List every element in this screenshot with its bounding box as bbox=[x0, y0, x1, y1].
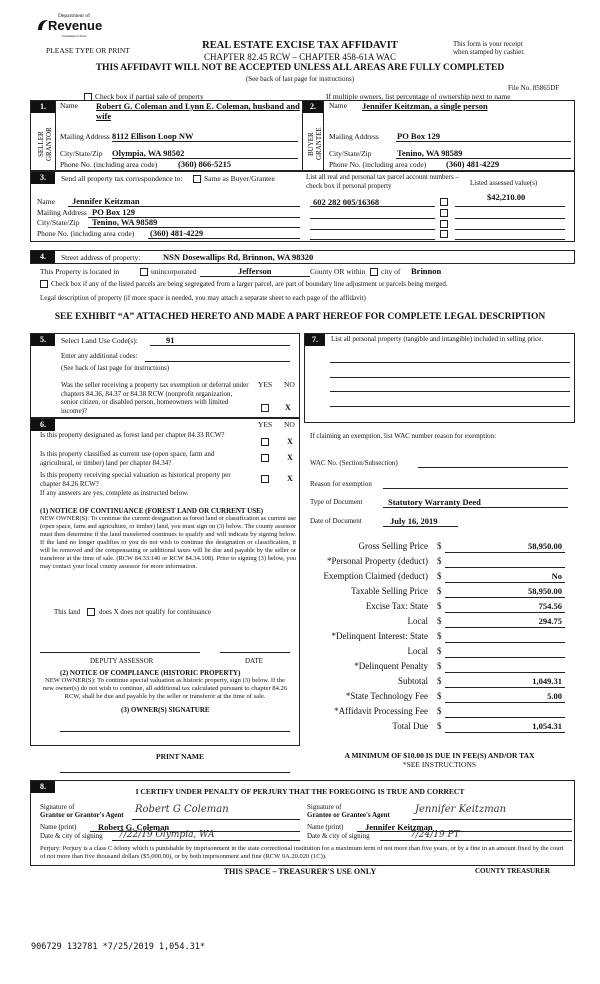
section-3-instruction: Send all property tax correspondence to: bbox=[61, 174, 183, 183]
seller-phone[interactable]: (360) 866-5215 bbox=[178, 159, 232, 169]
same-as-buyer-label: Same as Buyer/Grantee bbox=[204, 174, 275, 183]
current-use-no-answer[interactable]: X bbox=[287, 453, 293, 462]
owner-signature-label: (3) OWNER(S) SIGNATURE bbox=[121, 706, 210, 714]
grantor-name[interactable]: Robert G. Coleman bbox=[98, 822, 170, 832]
current-use-yes-checkbox[interactable] bbox=[261, 454, 269, 462]
document-date-value[interactable]: July 16, 2019 bbox=[390, 516, 438, 526]
fee-label-excise-state: Excise Tax: State bbox=[365, 601, 428, 611]
additional-codes-label: Enter any additional codes: bbox=[61, 352, 138, 360]
tax-name[interactable]: Jennifer Keitzman bbox=[72, 196, 140, 206]
county-treasurer-label: COUNTY TREASURER bbox=[475, 867, 550, 875]
land-use-code[interactable]: 91 bbox=[166, 335, 175, 345]
forest-land-question: Is this property designated as forest land per chapter 84.33 RCW? bbox=[40, 431, 225, 439]
fee-dollar: $ bbox=[437, 601, 442, 611]
property-street-address[interactable]: NSN Dosewallips Rd, Brinnon, WA 98320 bbox=[163, 252, 314, 262]
grantor-date-city[interactable]: 7/22/19 Olympia, WA bbox=[118, 830, 215, 840]
grantee-name[interactable]: Jennifer Keitzman bbox=[365, 822, 433, 832]
fee-label-exemption: Exemption Claimed (deduct) bbox=[323, 571, 428, 581]
parcel-personal-checkbox-2[interactable] bbox=[440, 209, 448, 217]
fee-label-processing-fee: *Affidavit Processing Fee bbox=[334, 706, 428, 716]
exhibit-a-statement: SEE EXHIBIT “A” ATTACHED HERETO AND MADE A PART HEREOF FOR COMPLETE LEGAL DESCRIPTION bbox=[54, 312, 546, 322]
segregated-row bbox=[40, 280, 448, 288]
buyer-city[interactable]: Tenino, WA 98589 bbox=[397, 148, 463, 158]
buyer-address-label: Mailing Address bbox=[329, 132, 379, 141]
legal-description-label: Legal description of property (if more space is needed, you may attach a separate sheet to each page of the affidavit) bbox=[40, 294, 366, 302]
see-back-note: (See back of last page for instructions) bbox=[245, 75, 355, 83]
buyer-address[interactable]: PO Box 129 bbox=[397, 131, 440, 141]
unincorporated-checkbox[interactable] bbox=[140, 268, 148, 276]
receipt-note-2: when stamped by cashier. bbox=[453, 48, 525, 56]
fee-dollar: $ bbox=[437, 706, 442, 716]
historic-question: Is this property receiving special valuation as historical property per chapter 84.26 RCW? bbox=[40, 471, 231, 488]
section-6-number: 6. bbox=[31, 419, 55, 431]
if-yes-instruction: If any answers are yes, complete as instructed below. bbox=[40, 489, 189, 497]
section-1-number: 1. bbox=[31, 101, 55, 113]
print-name-label: PRINT NAME bbox=[156, 752, 204, 761]
notice-continuance-body: NEW OWNER(S): To continue the current designation as forest land or classification as current use (open space, farm and agriculture, or timber) land, you must sign on (3) below. The county assessor must then determine if the land transferred continues to qualify and will indicate by signing below. If the land no longer qualifies or you do not wish to continue the designation or classification, it will be removed and the compensating or additional taxes will be due and payable by the seller or transferor at the time of sale. (RCW 84.33.140 or RCW 84.34.108). Prior to signing (3) below, you may contact your local county assessor for more information. bbox=[40, 515, 296, 570]
fee-dollar: $ bbox=[437, 616, 442, 626]
street-address-label: Street address of property: bbox=[61, 253, 141, 262]
treasurer-use-label: THIS SPACE – TREASURER'S USE ONLY bbox=[223, 867, 377, 876]
grantor-date-label: Date & city of signing bbox=[40, 832, 103, 840]
fee-dollar: $ bbox=[437, 661, 442, 671]
forest-no-answer[interactable]: X bbox=[287, 437, 293, 446]
fee-dollar: $ bbox=[437, 631, 442, 641]
see-instructions-note: *SEE INSTRUCTIONS bbox=[402, 760, 477, 769]
fee-label-delinquent-penalty: *Delinquent Penalty bbox=[354, 661, 428, 671]
fee-dollar: $ bbox=[437, 586, 442, 596]
fee-value-exemption[interactable]: No bbox=[551, 571, 562, 581]
assessor-date-label: DATE bbox=[245, 657, 263, 665]
grantor-signature[interactable]: Robert G Coleman bbox=[135, 804, 229, 815]
fee-value-subtotal[interactable]: 1,049.31 bbox=[532, 676, 562, 686]
buyer-city-label: City/State/Zip bbox=[329, 149, 372, 158]
grantor-sig-label: Signature of bbox=[40, 803, 75, 811]
fee-label-excise-local: Local bbox=[407, 616, 428, 626]
parcel-number[interactable]: 602 282 005/16368 bbox=[313, 197, 380, 207]
section-5-no-header: NO bbox=[284, 380, 295, 389]
section-3-number: 3. bbox=[31, 172, 55, 184]
logo-main: Revenue bbox=[48, 18, 103, 33]
same-as-buyer-row bbox=[193, 174, 275, 183]
fee-dollar: $ bbox=[437, 646, 442, 656]
unincorporated-label: unincorporated bbox=[151, 267, 197, 276]
this-land-label: This land bbox=[54, 608, 81, 616]
land-use-see-back: (See back of last page for instructions) bbox=[61, 364, 170, 372]
list-parcels-label: List all real and personal tax parcel account numbers – check box if personal property bbox=[306, 173, 459, 190]
parcel-personal-checkbox-3[interactable] bbox=[440, 220, 448, 228]
fee-dollar: $ bbox=[437, 676, 442, 686]
parcel-personal-checkbox-4[interactable] bbox=[440, 230, 448, 238]
assessed-value[interactable]: $42,210.00 bbox=[487, 192, 526, 202]
city-of-label: city of bbox=[381, 267, 401, 276]
fee-dollar: $ bbox=[437, 691, 442, 701]
seller-city-label: City/State/Zip bbox=[60, 149, 103, 158]
historic-yes-checkbox[interactable] bbox=[261, 475, 269, 483]
seller-address[interactable]: 8112 Ellison Loop NW bbox=[112, 131, 194, 141]
fee-value-total-due[interactable]: 1,054.31 bbox=[532, 721, 562, 731]
seller-name[interactable]: Robert G. Coleman and Lynn E. Coleman, husband and wife bbox=[96, 101, 300, 121]
city-of-row bbox=[370, 267, 400, 276]
section-7-box bbox=[304, 333, 575, 423]
county-value[interactable]: Jefferson bbox=[238, 266, 272, 276]
buyer-name-label: Name bbox=[329, 101, 347, 110]
notice-compliance-body: NEW OWNER(S): To continue special valuation as historic property, sign (3) below. If the new owner(s) do not wish to continue, all additional tax calculated pursuant to chapter 84.26 RCW, shall be due and payable by the seller or transferor at the time of sale. bbox=[42, 677, 288, 700]
fee-value-gross-price[interactable]: 58,950.00 bbox=[528, 541, 562, 551]
fee-label-interest-local: Local bbox=[407, 646, 428, 656]
document-type-value[interactable]: Statutory Warranty Deed bbox=[388, 497, 481, 507]
document-date-label: Date of Document bbox=[310, 517, 362, 525]
unincorporated-row bbox=[140, 267, 196, 276]
grantor-sig-label-2: Grantor or Grantor's Agent bbox=[40, 811, 124, 819]
warning-banner: THIS AFFIDAVIT WILL NOT BE ACCEPTED UNLESS ALL AREAS ARE FULLY COMPLETED bbox=[95, 63, 505, 73]
grantee-date-label: Date & city of signing bbox=[307, 832, 370, 840]
buyer-phone-label: Phone No. (including area code) bbox=[329, 160, 427, 169]
fee-dollar: $ bbox=[437, 556, 442, 566]
partial-sale-label: Check box if partial sale of property bbox=[95, 92, 204, 101]
tax-phone-label: Phone No. (including area code) bbox=[37, 229, 135, 238]
minimum-fee-note: A MINIMUM OF $10.00 IS DUE IN FEE(S) AND/OR TAX bbox=[344, 751, 535, 760]
fee-value-excise-state[interactable]: 754.56 bbox=[538, 601, 562, 611]
seller-address-label: Mailing Address bbox=[60, 132, 110, 141]
please-type-label: PLEASE TYPE OR PRINT bbox=[46, 46, 130, 55]
certify-statement: I CERTIFY UNDER PENALTY OF PERJURY THAT THE FOREGOING IS TRUE AND CORRECT bbox=[135, 787, 465, 796]
historic-no-answer[interactable]: X bbox=[287, 474, 293, 483]
fee-label-interest-state: *Delinquent Interest: State bbox=[331, 631, 428, 641]
buyer-phone[interactable]: (360) 481-4229 bbox=[446, 159, 500, 169]
county-label: County OR within bbox=[310, 267, 366, 276]
section-5-yes-header: YES bbox=[258, 380, 273, 389]
section-5-number: 5. bbox=[31, 334, 55, 346]
section-8-number: 8. bbox=[31, 781, 55, 793]
fee-dollar: $ bbox=[437, 571, 442, 581]
fee-label-personal-property: *Personal Property (deduct) bbox=[327, 556, 428, 566]
grantee-sig-label: Signature of bbox=[307, 803, 342, 811]
grantee-sig-label-2: Grantee or Grantee's Agent bbox=[307, 811, 390, 819]
file-number: File No. 85865DF bbox=[508, 84, 560, 92]
fee-dollar: $ bbox=[437, 541, 442, 551]
tax-city[interactable]: Tenino, WA 98589 bbox=[92, 217, 158, 227]
logo-dept: Department of bbox=[58, 13, 90, 19]
tax-address-label: Mailing Address bbox=[37, 208, 87, 217]
fee-value-taxable-price[interactable]: 58,950.00 bbox=[528, 586, 562, 596]
city-value[interactable]: Brinnon bbox=[411, 266, 442, 276]
document-type-label: Type of Document bbox=[310, 498, 363, 506]
section-6-yes-header: YES bbox=[258, 420, 273, 429]
tax-address[interactable]: PO Box 129 bbox=[92, 207, 135, 217]
section-6-no-header: NO bbox=[284, 420, 295, 429]
receipt-note-1: This form is your receipt bbox=[453, 40, 523, 48]
same-as-buyer-checkbox[interactable] bbox=[193, 175, 201, 183]
city-of-checkbox[interactable] bbox=[370, 268, 378, 276]
multiple-owners-note: If multiple owners, list percentage of ownership next to name bbox=[326, 92, 511, 101]
revenue-logo bbox=[36, 12, 106, 40]
grantee-name-label: Name (print) bbox=[307, 823, 344, 831]
fee-label-subtotal: Subtotal bbox=[397, 676, 428, 686]
current-use-question: Is this property classified as current use (open space, farm and agricultural, or timber) land per chapter 84.34? bbox=[40, 450, 215, 467]
grantor-name-label: Name (print) bbox=[40, 823, 77, 831]
form-title: REAL ESTATE EXCISE TAX AFFIDAVIT bbox=[202, 40, 398, 51]
section-4-number: 4. bbox=[31, 251, 55, 263]
land-qualifies-checkbox[interactable] bbox=[87, 608, 95, 616]
logo-sub: Washington State bbox=[62, 34, 87, 38]
fee-label-total-due: Total Due bbox=[392, 721, 428, 731]
exemption-reason-label: Reason for exemption bbox=[310, 480, 372, 488]
grantee-signature[interactable]: Jennifer Keitzman bbox=[415, 804, 507, 815]
exemption-yes-checkbox[interactable] bbox=[261, 404, 269, 412]
exemption-question: Was the seller receiving a property tax exemption or deferral under chapters 84.36, 84.37 or 84.38 RCW (nonprofit organization, senior citizen, or disabled person, homeowners with limited income)? bbox=[61, 381, 249, 415]
tax-phone[interactable]: (360) 481-4229 bbox=[150, 228, 204, 238]
fee-label-technology-fee: *State Technology Fee bbox=[345, 691, 428, 701]
notice-compliance-title: (2) NOTICE OF COMPLIANCE (HISTORIC PROPERTY) bbox=[60, 669, 241, 677]
notice-continuance-title: (1) NOTICE OF CONTINUANCE (FOREST LAND OR CURRENT USE) bbox=[40, 507, 264, 515]
buyer-name[interactable]: Jennifer Keitzman, a single person bbox=[362, 101, 488, 111]
fee-label-taxable-price: Taxable Selling Price bbox=[351, 586, 428, 596]
tax-name-label: Name bbox=[37, 197, 55, 206]
segregated-checkbox[interactable] bbox=[40, 280, 48, 288]
seller-grantor-side-label: SELLER GRANTOR bbox=[37, 127, 53, 161]
fee-value-technology-fee[interactable]: 5.00 bbox=[547, 691, 562, 701]
seller-phone-label: Phone No. (including area code) bbox=[60, 160, 158, 169]
parcel-personal-checkbox-1[interactable] bbox=[440, 198, 448, 206]
cashier-stamp: 906729 132781 *7/25/2019 1,054.31* bbox=[31, 942, 205, 952]
grantee-date-city[interactable]: 7/24/19 PT bbox=[410, 830, 460, 840]
exemption-no-answer[interactable]: X bbox=[285, 403, 291, 412]
segregated-label: Check box if any of the listed parcels are being segregated from a larger parcel, are part of boundary line adjustment or parcels being merged. bbox=[51, 280, 448, 288]
section-2-number: 2. bbox=[303, 101, 323, 113]
forest-yes-checkbox[interactable] bbox=[261, 438, 269, 446]
seller-name-label: Name bbox=[60, 101, 78, 110]
deputy-assessor-label: DEPUTY ASSESSOR bbox=[90, 657, 154, 665]
fee-label-gross-price: Gross Selling Price bbox=[358, 541, 428, 551]
fee-dollar: $ bbox=[437, 721, 442, 731]
land-use-label: Select Land Use Code(s): bbox=[61, 336, 138, 345]
section-7-number: 7. bbox=[305, 334, 325, 346]
tax-city-label: City/State/Zip bbox=[37, 218, 80, 227]
claim-exemption-label: If claiming an exemption, list WAC number reason for exemption: bbox=[310, 432, 497, 440]
form-subtitle: CHAPTER 82.45 RCW – CHAPTER 458-61A WAC bbox=[204, 52, 396, 62]
located-in-label: This Property is located in bbox=[40, 267, 120, 276]
personal-property-label: List all personal property (tangible and intangible) included in selling price. bbox=[331, 335, 544, 343]
seller-city[interactable]: Olympia, WA 98502 bbox=[112, 148, 185, 158]
fee-value-excise-local[interactable]: 294.75 bbox=[538, 616, 562, 626]
perjury-notice: Perjury: Perjury is a class C felony which is punishable by imprisonment in the state correctional institution for a maximum term of not more than five years, or by a fine in an amount fixed by the court of not more than five thousand dollars ($5,000.00), or by both imprisonment and fine (RCW 9A.20.020 (1C)). bbox=[40, 845, 564, 860]
qualify-continuance-label: does X does not qualify for continuance bbox=[99, 608, 211, 616]
assessed-value-label: Listed assessed value(s) bbox=[470, 179, 538, 187]
buyer-grantee-side-label: BUYER GRANTEE bbox=[307, 127, 323, 161]
wac-number-label: WAC No. (Section/Subsection) bbox=[310, 459, 398, 467]
